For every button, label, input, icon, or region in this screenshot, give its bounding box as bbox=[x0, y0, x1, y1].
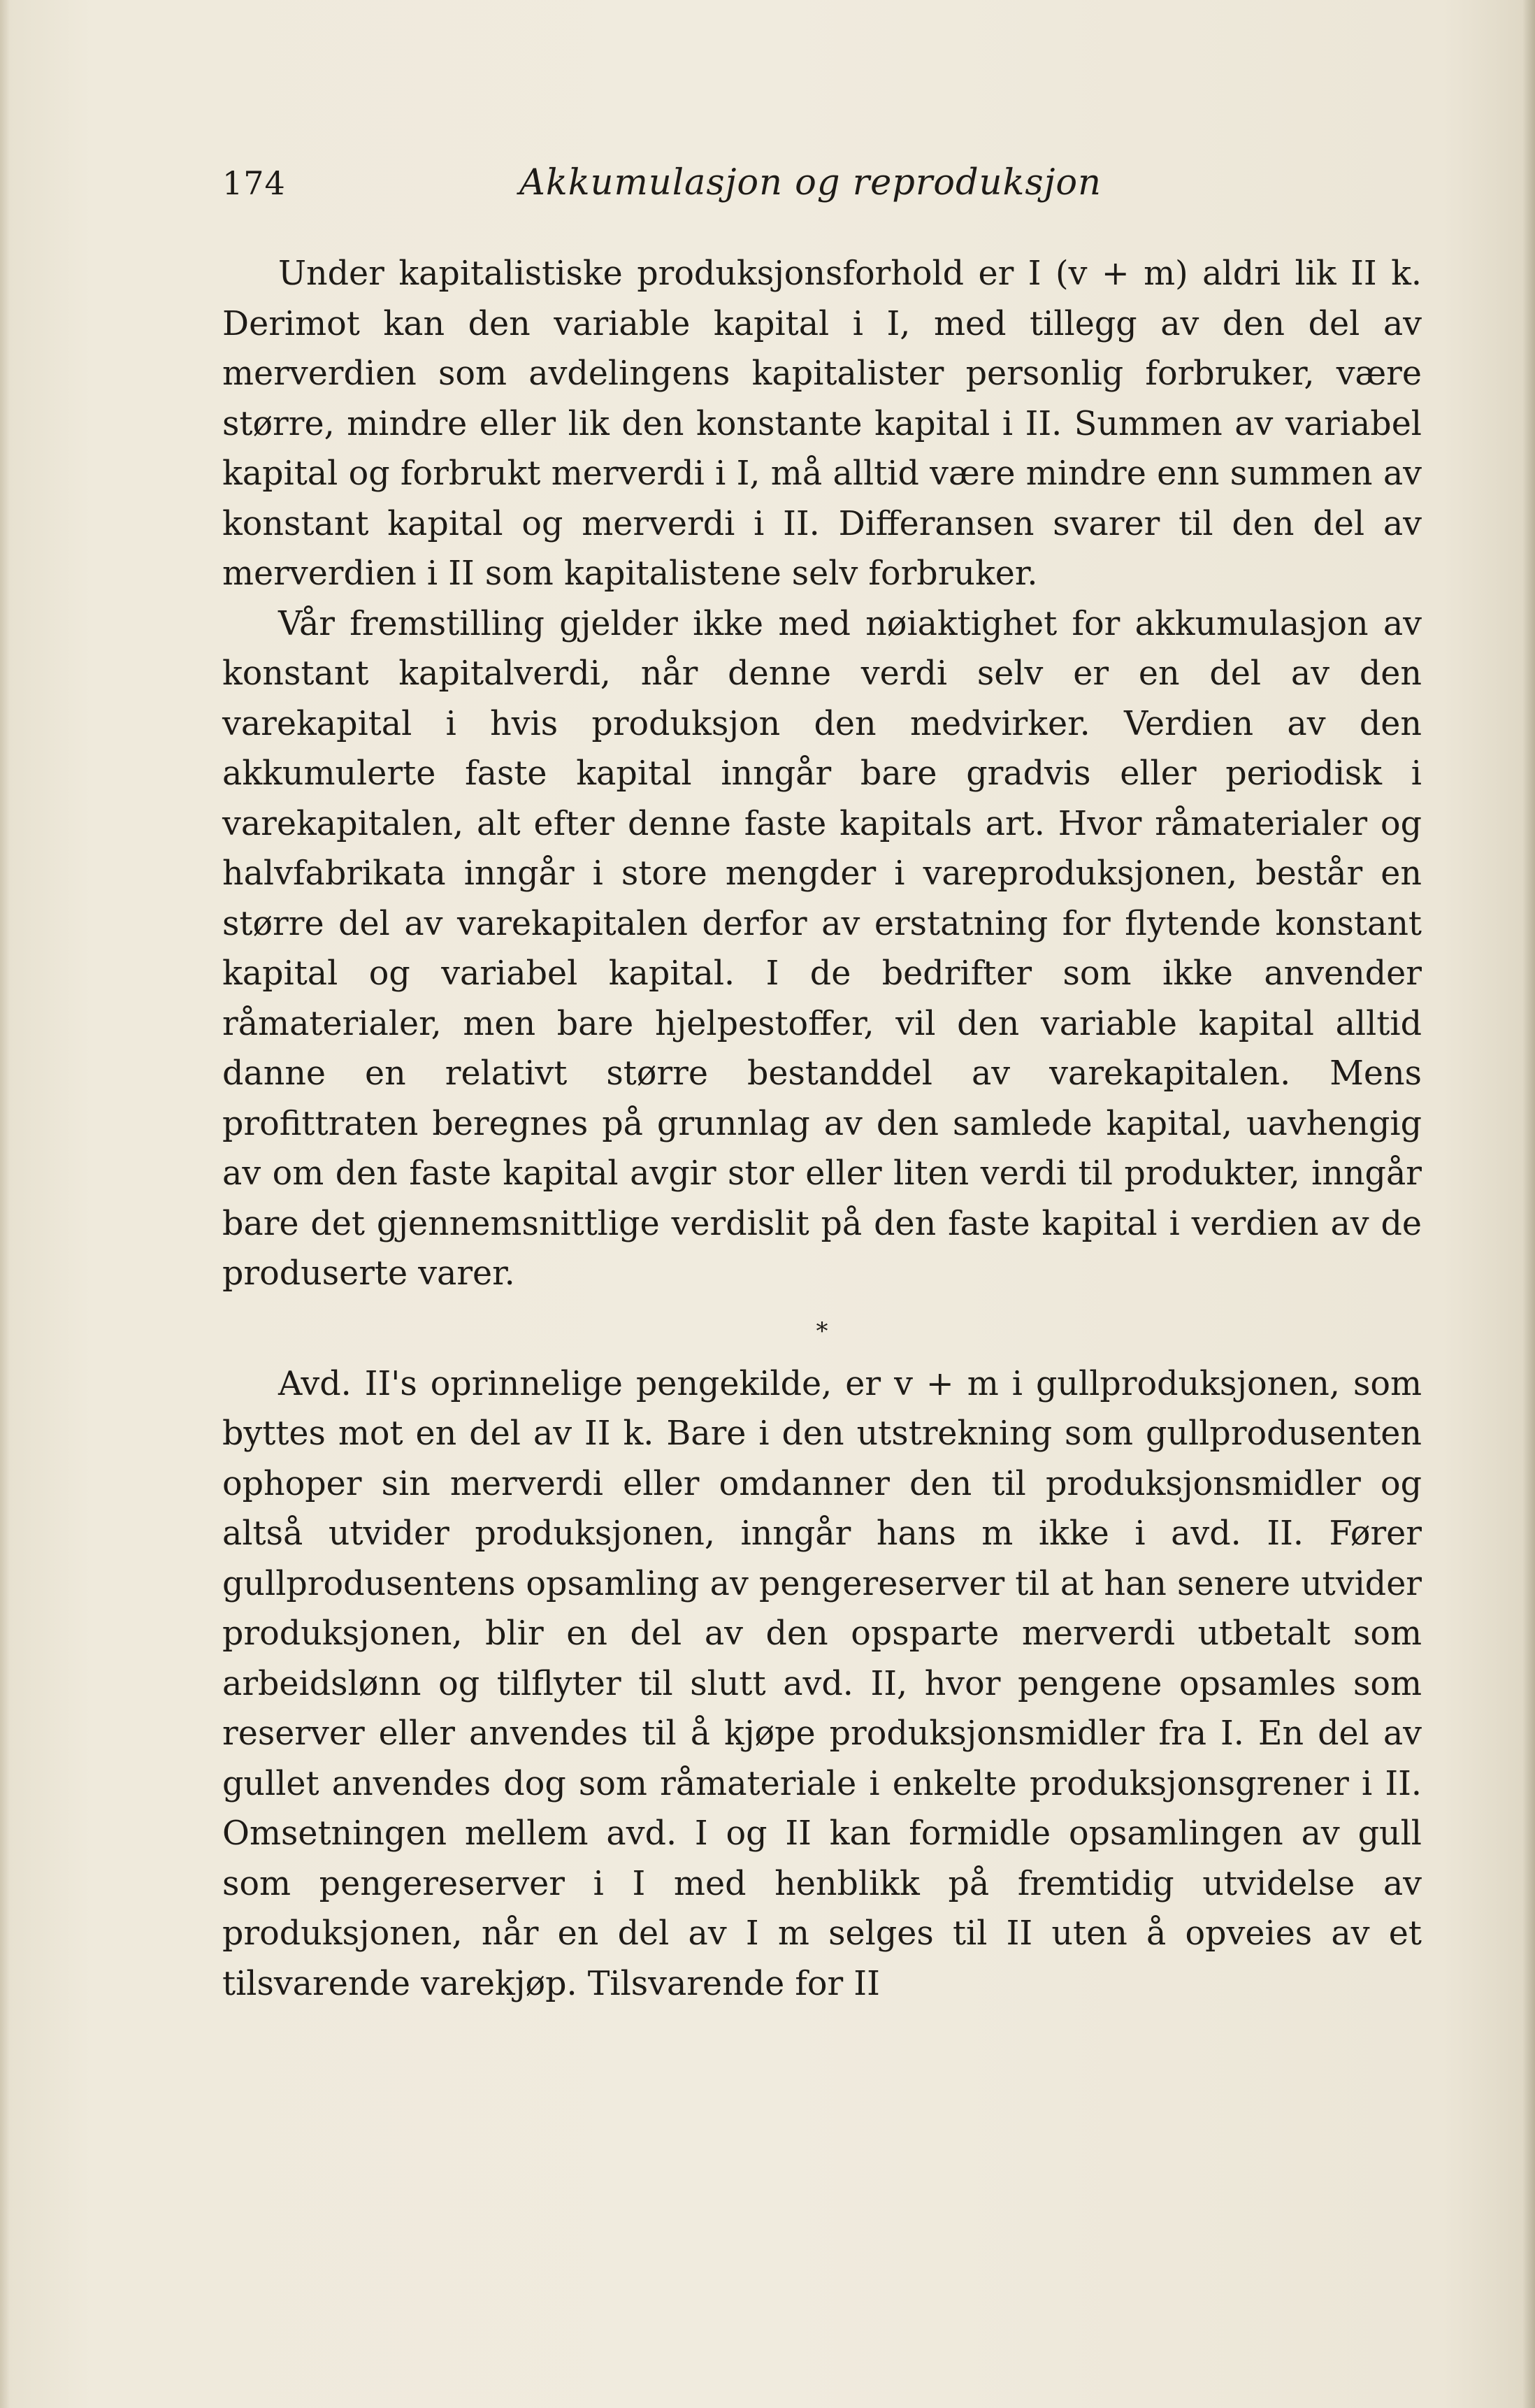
paragraph: Avd. II's oprinnelige pengekilde, er v + m i gullproduksjonen, som byttes mot en del av II k. Bare i den utstrekning som gullprodusenten ophoper sin merverdi eller omdanner den til produksjonsmidler og altså utvider produksjonen, inngår hans m ikke i avd. II. Fører gullprodusentens opsamling av pengereserver til at han senere utvider produksjonen, blir en del av den opsparte merverdi utbetalt som arbeidslønn og tilflyter til slutt avd. II, hvor pengene opsamles som reserver eller anvendes til å kjøpe produksjonsmidler fra I. En del av gullet anvendes dog som råmateriale i enkelte produksjonsgrener i II. Omsetningen mellem avd. I og II kan formidle opsamlingen av gull som pengereserver i I med henblikk på fremtidig utvidelse av produksjonen, når en del av I m selges til II uten å opveies av et tilsvarende varekjøp. Tilsvarende for II bbox=[222, 1364, 1422, 2003]
running-head bbox=[222, 155, 1425, 211]
page-number: 174 bbox=[222, 164, 286, 202]
paragraph: Vår fremstilling gjelder ikke med nøiaktighet for akkumulasjon av konstant kapitalverdi, når denne verdi selv er en del av den varekapital i hvis produksjon den medvirker. Verdien av den akkumulerte faste kapital inngår bare gradvis eller periodisk i varekapitalen, alt efter denne faste kapitals art. Hvor råmaterialer og halvfabrikata inngår i store mengder i vareproduksjonen, består en større del av varekapitalen derfor av erstatning for flytende konstant kapital og variabel kapital. I de bedrifter som ikke anvender råmaterialer, men bare hjelpestoffer, vil den variable kapital alltid danne en relativt større bestanddel av varekapitalen. Mens profittraten beregnes på grunnlag av den samlede kapital, uavhengig av om den faste kapital avgir stor eller liten verdi til produkter, inngår bare det gjennemsnittlige verdislit på den faste kapital i verdien av de produserte varer. bbox=[222, 604, 1422, 1293]
page-edge-left bbox=[0, 0, 10, 2408]
body-text bbox=[222, 249, 1422, 2009]
paragraph: Under kapitalistiske produksjonsforhold er I (v + m) aldri lik II k. Derimot kan den variable kapital i I, med tillegg av den del av merverdien som avdelingens kapitalister personlig forbruker, være større, mindre eller lik den konstante kapital i II. Summen av variabel kapital og forbrukt merverdi i I, må alltid være mindre enn summen av konstant kapital og merverdi i II. Differansen svarer til den del av merverdien i II som kapitalistene selv forbruker. bbox=[222, 255, 1422, 593]
running-title: Akkumulasjon og reproduksjon bbox=[519, 162, 1102, 203]
page-edge-right bbox=[1522, 0, 1535, 2408]
section-separator: * bbox=[816, 1317, 828, 1345]
